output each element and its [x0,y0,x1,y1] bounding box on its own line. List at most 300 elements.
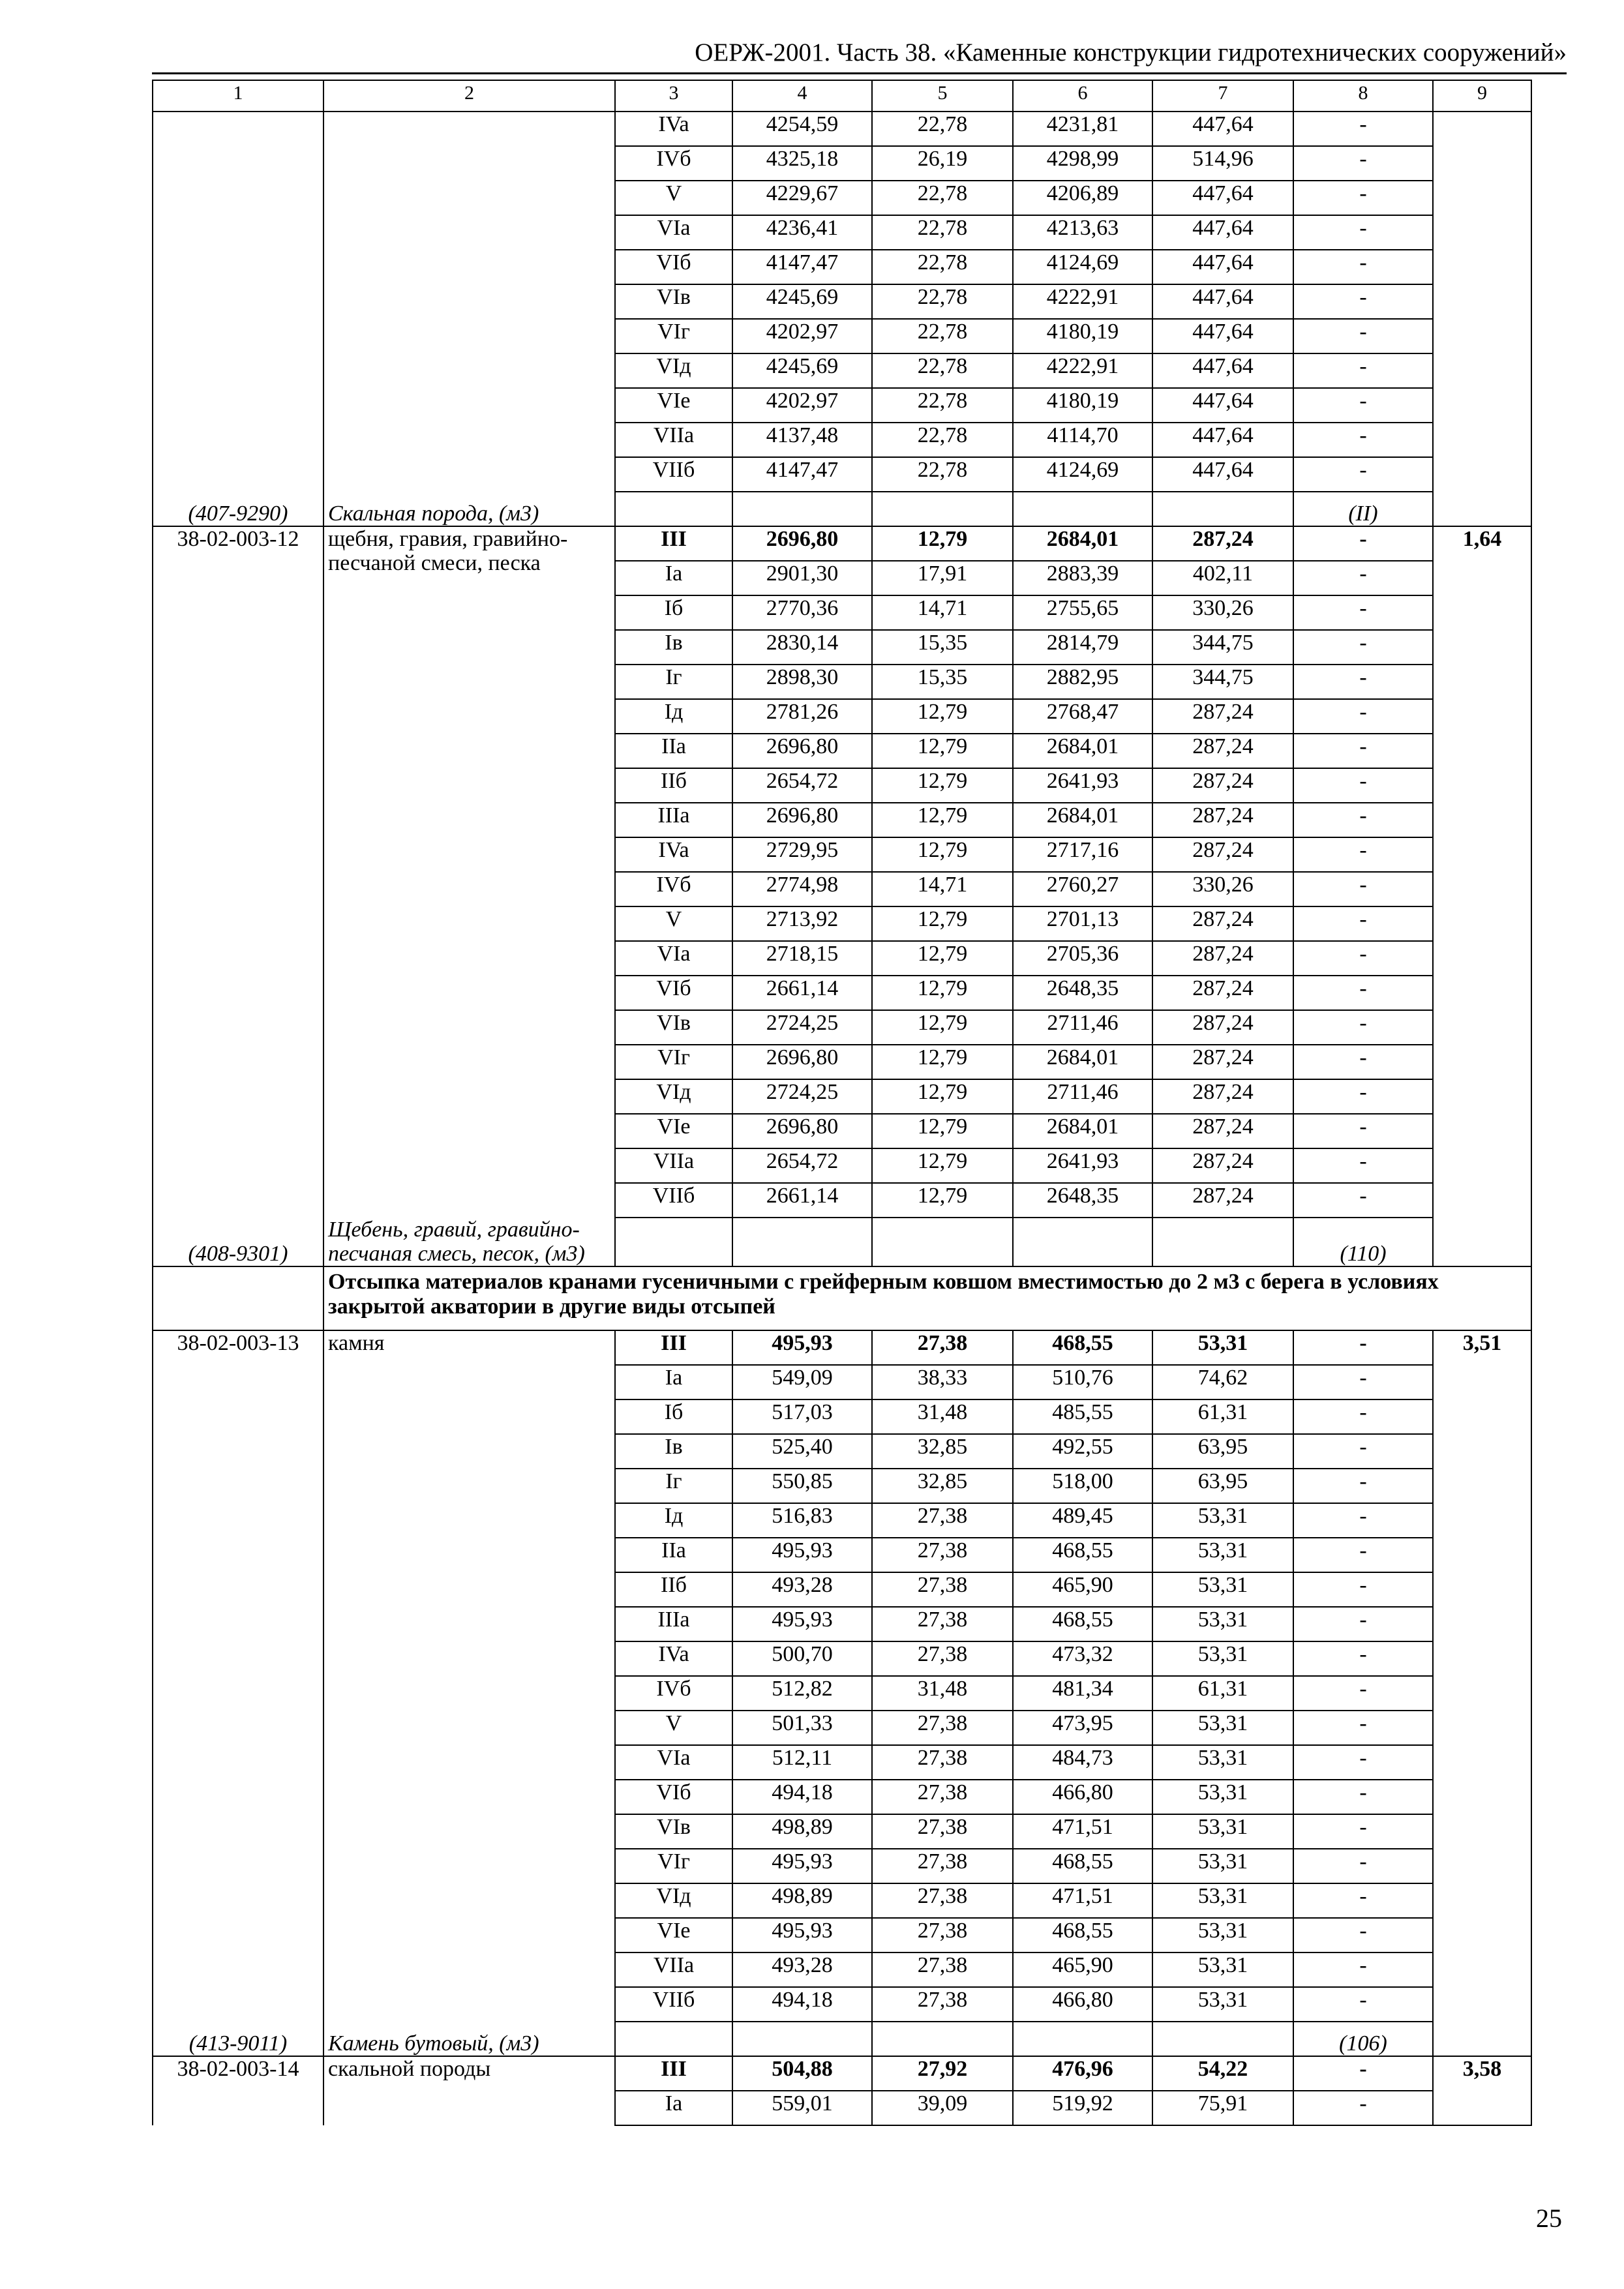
value-cell: IIб [615,768,732,803]
value-cell: 518,00 [1013,1469,1152,1503]
value-cell: 2814,79 [1013,630,1152,665]
value-cell: - [1293,1079,1433,1114]
value-cell: 504,88 [732,2056,872,2091]
value-cell: 4236,41 [732,215,872,250]
empty-cell [872,492,1013,526]
value-cell: - [1293,2091,1433,2125]
value-cell: - [1293,768,1433,803]
value-cell: - [1293,1987,1433,2022]
value-cell: VIIб [615,1987,732,2022]
value-cell: - [1293,1883,1433,1918]
value-cell: - [1293,1399,1433,1434]
value-cell: 514,96 [1152,146,1293,181]
value-cell: Ia [615,2091,732,2125]
empty-cell [872,2022,1013,2056]
value-cell: - [1293,734,1433,768]
rate-description: щебня, гравия, гравийно-песчаной смеси, песка [323,526,615,1218]
value-cell: VIв [615,1814,732,1849]
value-cell: IIIa [615,1607,732,1641]
value-cell: 4298,99 [1013,146,1152,181]
value-cell: 2760,27 [1013,872,1152,906]
value-cell: 465,90 [1013,1572,1152,1607]
value-cell: 63,95 [1152,1434,1293,1469]
empty-cell [1152,2022,1293,2056]
value-cell: 22,78 [872,457,1013,492]
value-cell: 2654,72 [732,768,872,803]
value-cell: 2696,80 [732,1045,872,1079]
value-cell: 402,11 [1152,561,1293,595]
value-cell: 4114,70 [1013,423,1152,457]
empty-cell [615,492,732,526]
value-cell: 287,24 [1152,837,1293,872]
value-cell: 53,31 [1152,1503,1293,1538]
value-cell: 27,38 [872,1918,1013,1952]
value-cell: 516,83 [732,1503,872,1538]
value-cell: 12,79 [872,734,1013,768]
value-cell: 447,64 [1152,112,1293,146]
value-cell: 559,01 [732,2091,872,2125]
value-cell: 2713,92 [732,906,872,941]
value-cell: 495,93 [732,1330,872,1365]
value-cell: 22,78 [872,181,1013,215]
value-cell: 26,19 [872,146,1013,181]
value-cell: 4229,67 [732,181,872,215]
value-cell: 39,09 [872,2091,1013,2125]
value-cell: 2648,35 [1013,1183,1152,1218]
value-cell: 287,24 [1152,1148,1293,1183]
value-cell: 468,55 [1013,1538,1152,1572]
value-cell: 471,51 [1013,1814,1152,1849]
value-cell: 2711,46 [1013,1010,1152,1045]
value-cell: - [1293,1918,1433,1952]
value-cell: 485,55 [1013,1399,1152,1434]
value-cell: 494,18 [732,1780,872,1814]
value-cell: VIг [615,1849,732,1883]
value-cell: 53,31 [1152,1780,1293,1814]
value-cell: 2724,25 [732,1010,872,1045]
value-cell: Iв [615,1434,732,1469]
resource-code: (407-9290) [153,492,323,526]
section-title: Отсыпка материалов кранами гусеничными с грейферным ковшом вместимостью до 2 м3 с берега в условиях закрытой акватории в другие виды отсыпей [323,1266,1531,1330]
value-cell: 12,79 [872,1148,1013,1183]
value-cell: VIIб [615,1183,732,1218]
value-cell: 2718,15 [732,941,872,976]
column-number-cell: 3 [615,80,732,112]
value-cell: 498,89 [732,1814,872,1849]
value-cell: VIб [615,1780,732,1814]
value-cell: 54,22 [1152,2056,1293,2091]
column-number-cell: 4 [732,80,872,112]
value-cell: 512,82 [732,1676,872,1711]
value-cell: VIIa [615,1952,732,1987]
value-cell: 476,96 [1013,2056,1152,2091]
value-cell: 498,89 [732,1883,872,1918]
empty-cell [732,1218,872,1266]
value-cell: 4147,47 [732,457,872,492]
value-cell: - [1293,630,1433,665]
value-cell: - [1293,803,1433,837]
resource-row [153,492,1531,526]
value-cell: 27,38 [872,1883,1013,1918]
value-cell: 53,31 [1152,1987,1293,2022]
value-cell: - [1293,665,1433,699]
value-cell: 2661,14 [732,976,872,1010]
value-cell: - [1293,1503,1433,1538]
value-cell: - [1293,1183,1433,1218]
value-cell: 27,38 [872,1745,1013,1780]
value-cell: - [1293,1148,1433,1183]
value-cell: 32,85 [872,1434,1013,1469]
value-cell: 2901,30 [732,561,872,595]
value-cell: - [1293,1641,1433,1676]
value-cell: 4254,59 [732,112,872,146]
value-cell: VIa [615,1745,732,1780]
factor-cell: 3,58 [1433,2056,1531,2125]
value-cell: - [1293,1572,1433,1607]
value-cell: 61,31 [1152,1399,1293,1434]
value-cell: 4202,97 [732,319,872,353]
value-cell: Iб [615,595,732,630]
value-cell: 27,38 [872,1572,1013,1607]
resource-name: Скальная порода, (м3) [323,492,615,526]
column-number-cell: 6 [1013,80,1152,112]
value-cell: 495,93 [732,1918,872,1952]
value-cell: 287,24 [1152,768,1293,803]
value-cell: 2641,93 [1013,768,1152,803]
value-cell: - [1293,1538,1433,1572]
value-cell: 330,26 [1152,872,1293,906]
value-cell: 2898,30 [732,665,872,699]
value-cell: - [1293,2056,1433,2091]
value-cell: 466,80 [1013,1987,1152,2022]
value-cell: 287,24 [1152,1045,1293,1079]
value-cell: 4231,81 [1013,112,1152,146]
value-cell: 287,24 [1152,803,1293,837]
value-cell: IVб [615,872,732,906]
value-cell: - [1293,146,1433,181]
value-cell: 15,35 [872,630,1013,665]
value-cell: 31,48 [872,1676,1013,1711]
empty-cell [615,2022,732,2056]
value-cell: - [1293,388,1433,423]
rate-description: камня [323,1330,615,2022]
empty-cell [615,1218,732,1266]
value-cell: - [1293,284,1433,319]
rate-code: 38-02-003-12 [153,526,323,1218]
value-cell: 22,78 [872,215,1013,250]
value-cell: 15,35 [872,665,1013,699]
value-cell: 4245,69 [732,353,872,388]
value-cell: 53,31 [1152,1849,1293,1883]
value-cell: 447,64 [1152,250,1293,284]
value-cell: 447,64 [1152,388,1293,423]
header-rule [152,72,1567,74]
value-cell: 2684,01 [1013,1114,1152,1148]
value-cell: 287,24 [1152,1010,1293,1045]
value-cell: 466,80 [1013,1780,1152,1814]
value-cell: 447,64 [1152,284,1293,319]
value-cell: 22,78 [872,319,1013,353]
table-row [153,112,1531,146]
value-cell: V [615,906,732,941]
factor-cell: 3,51 [1433,1330,1531,2056]
value-cell: Iв [615,630,732,665]
value-cell: 12,79 [872,803,1013,837]
value-cell: V [615,181,732,215]
value-cell: 495,93 [732,1538,872,1572]
value-cell: - [1293,181,1433,215]
value-cell: 4222,91 [1013,284,1152,319]
table-row [153,526,1531,561]
value-cell: Iг [615,665,732,699]
column-number-cell: 9 [1433,80,1531,112]
value-cell: 2724,25 [732,1079,872,1114]
value-cell: - [1293,1711,1433,1745]
value-cell: - [1293,595,1433,630]
value-cell: 63,95 [1152,1469,1293,1503]
empty-cell [732,2022,872,2056]
value-cell: - [1293,699,1433,734]
value-cell: - [1293,1114,1433,1148]
factor-cell [1433,112,1531,526]
value-cell: 468,55 [1013,1330,1152,1365]
value-cell: - [1293,906,1433,941]
value-cell: 14,71 [872,595,1013,630]
value-cell: - [1293,1780,1433,1814]
value-cell: 12,79 [872,1114,1013,1148]
value-cell: 447,64 [1152,457,1293,492]
value-cell: 53,31 [1152,1814,1293,1849]
value-cell: 468,55 [1013,1607,1152,1641]
value-cell: V [615,1711,732,1745]
value-cell: IVб [615,1676,732,1711]
resource-code: (413-9011) [153,2022,323,2056]
value-cell: VIг [615,1045,732,1079]
value-cell: 287,24 [1152,906,1293,941]
value-cell: 2717,16 [1013,837,1152,872]
value-cell: VIв [615,284,732,319]
value-cell: IIa [615,1538,732,1572]
empty-cell [1152,492,1293,526]
value-cell: VIд [615,1079,732,1114]
value-cell: 4206,89 [1013,181,1152,215]
value-cell: - [1293,319,1433,353]
value-cell: 32,85 [872,1469,1013,1503]
value-cell: Iб [615,1399,732,1434]
value-cell: VIe [615,1114,732,1148]
value-cell: 484,73 [1013,1745,1152,1780]
value-cell: 2696,80 [732,803,872,837]
section-row [153,1266,1531,1330]
value-cell: VIб [615,976,732,1010]
value-cell: 468,55 [1013,1849,1152,1883]
value-cell: 519,92 [1013,2091,1152,2125]
value-cell: - [1293,1745,1433,1780]
value-cell: 27,38 [872,1952,1013,1987]
value-cell: 510,76 [1013,1365,1152,1399]
value-cell: 4325,18 [732,146,872,181]
value-cell: 4222,91 [1013,353,1152,388]
column-number-cell: 5 [872,80,1013,112]
table-body [153,80,1531,2125]
value-cell: 4137,48 [732,423,872,457]
value-cell: - [1293,561,1433,595]
value-cell: 27,38 [872,1503,1013,1538]
table-row [153,2056,1531,2091]
value-cell: 53,31 [1152,1711,1293,1745]
value-cell: - [1293,1849,1433,1883]
value-cell: 22,78 [872,423,1013,457]
value-cell: 22,78 [872,112,1013,146]
rates-table [152,80,1532,2126]
value-cell: - [1293,1010,1433,1045]
value-cell: 465,90 [1013,1952,1152,1987]
value-cell: 4213,63 [1013,215,1152,250]
value-cell: - [1293,526,1433,561]
value-cell: IVa [615,112,732,146]
value-cell: 27,38 [872,1641,1013,1676]
value-cell: - [1293,941,1433,976]
value-cell: 27,38 [872,1330,1013,1365]
value-cell: - [1293,872,1433,906]
resource-row [153,2022,1531,2056]
value-cell: 2684,01 [1013,1045,1152,1079]
value-cell: 22,78 [872,353,1013,388]
value-cell: 501,33 [732,1711,872,1745]
value-cell: 287,24 [1152,941,1293,976]
value-cell: VIe [615,1918,732,1952]
value-cell: 2830,14 [732,630,872,665]
value-cell: 287,24 [1152,526,1293,561]
value-cell: 468,55 [1013,1918,1152,1952]
value-cell: 4180,19 [1013,388,1152,423]
value-cell: IIIa [615,803,732,837]
value-cell: 500,70 [732,1641,872,1676]
value-cell: 12,79 [872,837,1013,872]
value-cell: VIIa [615,1148,732,1183]
value-cell: 12,79 [872,1045,1013,1079]
value-cell: 53,31 [1152,1607,1293,1641]
value-cell: 2770,36 [732,595,872,630]
resource-code: (408-9301) [153,1218,323,1266]
value-cell: 471,51 [1013,1883,1152,1918]
value-cell: Ia [615,1365,732,1399]
value-cell: 492,55 [1013,1434,1152,1469]
value-cell: - [1293,250,1433,284]
value-cell: 27,38 [872,1711,1013,1745]
value-cell: 53,31 [1152,1918,1293,1952]
value-cell: 2684,01 [1013,526,1152,561]
value-cell: - [1293,457,1433,492]
value-cell: 22,78 [872,388,1013,423]
value-cell: 2696,80 [732,1114,872,1148]
value-cell: 447,64 [1152,181,1293,215]
value-cell: 495,93 [732,1849,872,1883]
value-cell: III [615,2056,732,2091]
value-cell: IIб [615,1572,732,1607]
value-cell: 27,92 [872,2056,1013,2091]
value-cell: IVa [615,1641,732,1676]
header-title: ОЕРЖ-2001. Часть 38. «Каменные конструкции гидротехнических сооружений» [695,38,1567,67]
empty-cell [1152,1218,1293,1266]
value-cell: Ia [615,561,732,595]
value-cell: 53,31 [1152,1538,1293,1572]
column-number-cell: 8 [1293,80,1433,112]
value-cell: 493,28 [732,1952,872,1987]
rate-code: 38-02-003-13 [153,1330,323,2022]
value-cell: 287,24 [1152,734,1293,768]
value-cell: 12,79 [872,768,1013,803]
value-cell: 38,33 [872,1365,1013,1399]
empty-cell [1013,2022,1152,2056]
value-cell: 481,34 [1013,1676,1152,1711]
value-cell: 525,40 [732,1434,872,1469]
value-cell: 473,95 [1013,1711,1152,1745]
value-cell: - [1293,1434,1433,1469]
value-cell: 447,64 [1152,353,1293,388]
value-cell: 53,31 [1152,1572,1293,1607]
value-cell: 493,28 [732,1572,872,1607]
value-cell: III [615,1330,732,1365]
value-cell: 4202,97 [732,388,872,423]
factor-cell: 1,64 [1433,526,1531,1266]
value-cell: - [1293,1469,1433,1503]
value-cell: 12,79 [872,976,1013,1010]
value-cell: Iг [615,1469,732,1503]
value-cell: 2648,35 [1013,976,1152,1010]
value-cell: 2696,80 [732,526,872,561]
value-cell: 473,32 [1013,1641,1152,1676]
value-cell: 12,79 [872,1010,1013,1045]
value-cell: - [1293,1607,1433,1641]
empty-cell [1013,1218,1152,1266]
value-cell: VIIa [615,423,732,457]
value-cell: IVa [615,837,732,872]
value-cell: - [1293,353,1433,388]
value-cell: VIд [615,1883,732,1918]
value-cell: - [1293,1676,1433,1711]
value-cell: - [1293,423,1433,457]
value-cell: III [615,526,732,561]
value-cell: 4245,69 [732,284,872,319]
value-cell: 2641,93 [1013,1148,1152,1183]
value-cell: 512,11 [732,1745,872,1780]
value-cell: 2781,26 [732,699,872,734]
rate-code [153,112,323,492]
value-cell: 489,45 [1013,1503,1152,1538]
value-cell: 2883,39 [1013,561,1152,595]
value-cell: - [1293,215,1433,250]
empty-cell [872,1218,1013,1266]
value-cell: 2701,13 [1013,906,1152,941]
value-cell: 494,18 [732,1987,872,2022]
resource-name: Камень бутовый, (м3) [323,2022,615,2056]
column-number-cell: 7 [1152,80,1293,112]
value-cell: 447,64 [1152,215,1293,250]
value-cell: 12,79 [872,1183,1013,1218]
column-numbers-row [153,80,1531,112]
value-cell: 27,38 [872,1987,1013,2022]
value-cell: 22,78 [872,284,1013,319]
value-cell: 287,24 [1152,976,1293,1010]
rate-code: 38-02-003-14 [153,2056,323,2125]
resource-name: Щебень, гравий, гравийно-песчаная смесь, песок, (м3) [323,1218,615,1266]
value-cell: 2654,72 [732,1148,872,1183]
value-cell: Iд [615,1503,732,1538]
value-cell: 53,31 [1152,1952,1293,1987]
value-cell: 27,38 [872,1780,1013,1814]
value-cell: VIe [615,388,732,423]
